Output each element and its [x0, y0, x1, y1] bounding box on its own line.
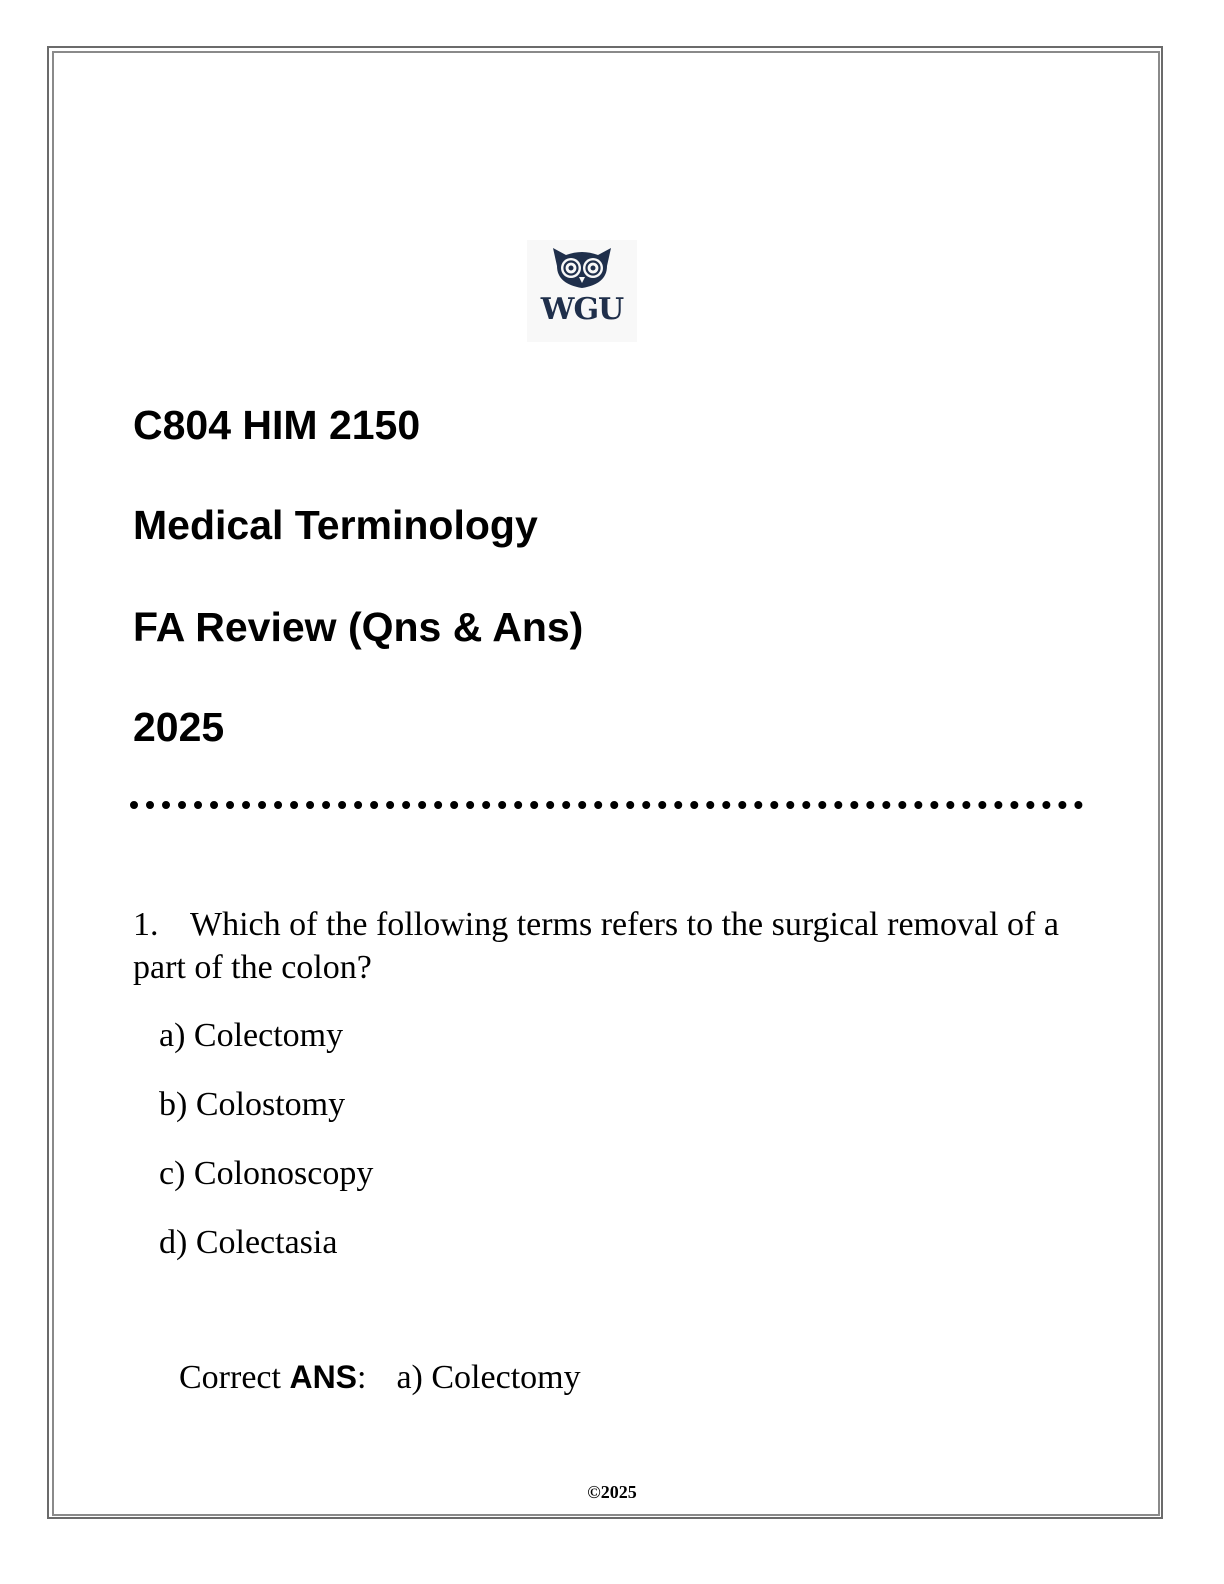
correct-answer	[179, 1356, 581, 1399]
answer-label: ANS	[289, 1359, 358, 1395]
copyright-footer: ©2025	[587, 1482, 637, 1502]
answer-value: a) Colectomy	[396, 1359, 581, 1396]
answer-prefix: Correct	[179, 1359, 290, 1396]
course-name: Medical Terminology	[133, 502, 538, 548]
option-a: a) Colectomy	[159, 1017, 344, 1054]
logo-text: WGU	[540, 292, 624, 327]
wgu-logo	[527, 240, 637, 342]
option-d: d) Colectasia	[159, 1224, 338, 1261]
question-text-block	[133, 903, 1083, 989]
document-subtitle: FA Review (Qns & Ans)	[133, 604, 584, 650]
option-b: b) Colostomy	[159, 1086, 346, 1123]
owl-icon	[549, 246, 615, 290]
dotted-divider	[130, 801, 1083, 809]
answer-options	[159, 1014, 373, 1290]
course-code: C804 HIM 2150	[133, 402, 421, 448]
option-c: c) Colonoscopy	[159, 1155, 374, 1192]
document-year: 2025	[133, 704, 225, 750]
answer-separator: :	[357, 1359, 367, 1396]
question-text: Which of the following terms refers to the surgical removal of a part of the colon?	[133, 906, 1059, 986]
question-number: 1.	[133, 906, 159, 943]
